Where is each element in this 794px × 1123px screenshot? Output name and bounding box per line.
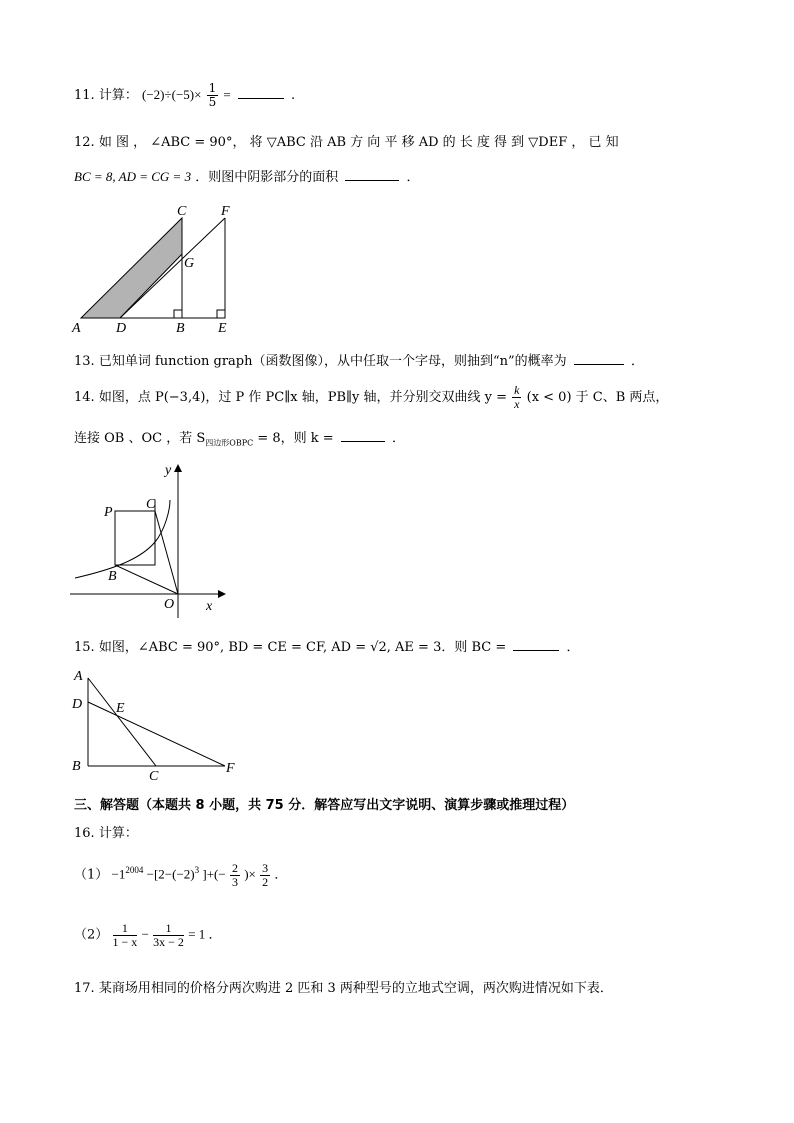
question-11 [74,82,295,109]
q16-p1-term1: −1 [111,866,126,882]
q14-text-a: 如图，点 P(−3,4)，过 P 作 PC∥x 轴，PB∥y 轴，并分别交双曲线 y = [98,390,508,405]
q16-p1-exp2: 3 [194,865,200,876]
q11-end: . [290,88,296,103]
q16-text: 计算： [98,826,138,841]
q11-text: 计算： [98,88,138,103]
q16-number: 16. [74,826,95,841]
q16-p2-equals: = 1 [188,926,206,942]
q14-answer-blank[interactable] [341,440,385,442]
q12-right-angle-e [217,310,225,318]
section-3-heading: 三、解答题（本题共 8 小题，共 75 分．解答应写出文字说明、演算步骤或推理过程） [74,798,575,813]
question-12-line1 [74,131,619,150]
q14-label-y: y [165,463,172,478]
question-14-line1 [74,384,668,411]
q15-label-a: A [74,669,83,684]
question-17 [74,977,613,996]
q14-figure [70,460,230,620]
q12-text-line1: 如 图 ， ∠ABC = 90°， 将 ▽ABC 沿 AB 方 向 平 移 AD 的 长 度 得 到 ▽DEF ， 已 知 [98,135,619,150]
question-13 [74,350,644,369]
q14-rectangle-pbpc [115,511,155,565]
q16-p2-end: ． [208,926,222,942]
q14-end: ． [391,431,405,446]
q13-answer-blank[interactable] [574,363,624,365]
q12-right-angle-b [174,310,182,318]
q14-fraction-k-over-x: $\frac{k}{x}$ [514,383,520,411]
q15-text: 如图，∠ABC = 90°, BD = CE = CF, AD = √2, AE = 3．则 BC = [98,640,507,655]
question-12-line2 [74,166,420,185]
q14-label-b: B [108,569,117,584]
q16-part-1 [74,862,287,889]
q15-label-f: F [226,761,235,776]
q15-segment-ac [88,678,156,766]
q13-number: 13. [74,354,95,369]
q14-subscript: 四边形OBPC [205,438,254,448]
q12-label-f: F [221,204,230,219]
q12-figure [70,200,240,335]
q14-label-x: x [206,599,213,614]
q15-label-d: D [72,697,83,712]
q16-p2-label: （2） [74,927,109,943]
q14-text-d: = 8，则 k = [257,431,334,446]
q12-label-g: G [184,256,195,271]
q14-text-c: 连接 OB 、OC ，若 S [74,431,206,446]
q14-text-b: (x < 0) 于 C、B 两点， [526,390,669,405]
q12-number: 12. [74,135,95,150]
q15-end: ． [566,640,580,655]
q11-fraction: $\frac{1}{5}$ [208,81,217,109]
q16-p1-label: （1） [74,867,109,883]
q11-answer-blank[interactable] [238,97,284,99]
q16-p1-end: ． [274,866,288,882]
question-16 [74,822,138,841]
q11-expression: (−2)÷(−5)× [141,87,202,102]
q14-hyperbola [75,500,170,578]
q17-text: 某商场用相同的价格分两次购进 2 匹和 3 两种型号的立地式空调，两次购进情况如下表． [98,981,613,996]
q16-p1-exp: 2004 [125,865,144,876]
q15-label-b: B [72,759,81,774]
q16-p2-frac1: $\frac{1}{1 - x}$ [112,921,138,949]
q14-segment-oc [155,511,178,594]
q11-number: 11. [74,88,95,103]
q14-label-p: P [104,505,113,520]
q15-figure [70,666,250,786]
q12-label-e: E [218,321,227,335]
q13-text: 已知单词 function graph（函数图像），从中任取一个字母，则抽到“n”的概率为 [98,354,567,369]
q15-segment-df [88,702,225,766]
q12-answer-blank[interactable] [345,179,399,181]
q12-label-a: A [72,321,81,335]
q16-p1-frac2: $\frac{3}{2}$ [262,861,269,889]
question-15 [74,636,580,655]
q15-answer-blank[interactable] [513,649,559,651]
q11-equals: = [223,87,231,102]
q17-number: 17. [74,981,95,996]
q14-label-c: C [146,497,156,512]
question-14-line2 [74,427,405,449]
q12-shaded-region [81,218,182,318]
q15-label-c: C [149,769,159,784]
q12-text-line2: ．则图中阴影部分的面积 [195,170,339,185]
q16-p2-minus: − [141,926,149,942]
q16-p1-term3: ]+(− [202,866,226,882]
q13-end: ． [630,354,644,369]
q14-number: 14. [74,390,95,405]
q16-p1-frac1: $\frac{2}{3}$ [231,861,238,889]
q15-number: 15. [74,640,95,655]
q16-p1-term2: −[2−(−2) [146,866,195,882]
q12-label-b: B [176,321,185,335]
q12-end: ． [406,170,420,185]
q14-segment-ob [115,565,178,594]
q12-label-c: C [177,204,187,219]
q15-label-e: E [116,701,125,716]
q14-label-o: O [164,597,175,612]
q16-part-2 [74,922,222,949]
q16-p2-frac2: $\frac{1}{3x - 2}$ [153,921,184,949]
q16-p1-term4: )× [244,866,256,882]
q12-label-d: D [116,321,127,335]
q12-given: BC = 8, AD = CG = 3 [74,169,192,184]
